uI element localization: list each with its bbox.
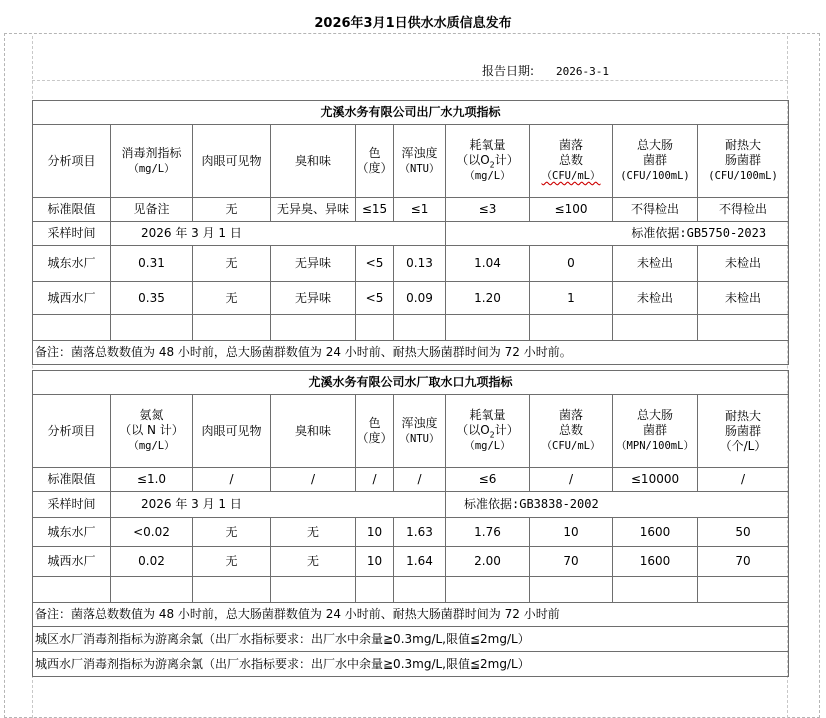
cell: ≤1.0 <box>111 468 193 492</box>
cell: 0 <box>530 246 613 282</box>
cell: / <box>698 468 789 492</box>
cell: 未检出 <box>698 282 789 315</box>
sampling-row <box>33 492 789 518</box>
cell: ≤10000 <box>613 468 698 492</box>
header-coliform: 总大肠 菌群 （MPN/100mL） <box>613 395 698 468</box>
cell: 70 <box>698 547 789 577</box>
cell: 标准限值 <box>33 468 111 492</box>
table-row <box>33 282 789 315</box>
cell: 0.35 <box>111 282 193 315</box>
header-thermo: 耐热大 肠菌群 （个/L） <box>698 395 789 468</box>
header-cod: 耗氧量 （以$O_2$计） （mg/L） <box>446 395 530 468</box>
limit-row <box>33 198 789 222</box>
sampling-row <box>33 222 789 246</box>
cell: 10 <box>356 518 394 547</box>
report-date-value: 2026-3-1 <box>556 65 610 78</box>
cell: / <box>394 468 446 492</box>
cell: ≤100 <box>530 198 613 222</box>
sampling-label: 采样时间 <box>33 492 111 518</box>
standard-basis: 标准依据:GB3838-2002 <box>446 492 789 518</box>
cell: 无异臭、异味 <box>271 198 356 222</box>
table-row <box>33 547 789 577</box>
cell: 0.31 <box>111 246 193 282</box>
standard-basis: 标准依据:GB5750-2023 <box>446 222 789 246</box>
cell: 1.64 <box>394 547 446 577</box>
cell: 未检出 <box>613 246 698 282</box>
intake-water-table <box>32 370 789 677</box>
header-odor: 臭和味 <box>271 125 356 198</box>
header-colony: 菌落 总数 （CFU/mL） <box>530 125 613 198</box>
header-color: 色 （度） <box>356 125 394 198</box>
cell: ≤6 <box>446 468 530 492</box>
cell: 1.76 <box>446 518 530 547</box>
header-cod: 耗氧量 （以$O_2$计） （mg/L） <box>446 125 530 198</box>
cell: 城东水厂 <box>33 246 111 282</box>
cell: 无 <box>193 547 271 577</box>
cell: 70 <box>530 547 613 577</box>
header-thermo: 耐热大 肠菌群 (CFU/100mL) <box>698 125 789 198</box>
empty-row <box>33 315 789 341</box>
header-item: 分析项目 <box>33 125 111 198</box>
cell: 无异味 <box>271 246 356 282</box>
report-date <box>482 62 609 79</box>
header-disinfect: 消毒剂指标 （mg/L） <box>111 125 193 198</box>
header-odor: 臭和味 <box>271 395 356 468</box>
empty-row <box>33 577 789 603</box>
cell: 10 <box>530 518 613 547</box>
cell: 无异味 <box>271 282 356 315</box>
header-ammonia: 氨氮 （以 N 计） （mg/L） <box>111 395 193 468</box>
cell: <5 <box>356 246 394 282</box>
section2-note: 备注：菌落总数数值为 48 小时前，总大肠菌群数值为 24 小时前、耐热大肠菌群时间为 72 小时前 <box>33 603 789 627</box>
cell: <0.02 <box>111 518 193 547</box>
header-visible: 肉眼可见物 <box>193 125 271 198</box>
cell: ≤3 <box>446 198 530 222</box>
sampling-date: 2026 年 3 月 1 日 <box>111 492 446 518</box>
cell: 1.04 <box>446 246 530 282</box>
cell: 1.20 <box>446 282 530 315</box>
header-coliform: 总大肠 菌群 (CFU/100mL) <box>613 125 698 198</box>
cell: / <box>193 468 271 492</box>
table-row <box>33 518 789 547</box>
cell: 无 <box>193 198 271 222</box>
extra-note: 城区水厂消毒剂指标为游离余氯（出厂水指标要求：出厂水中余量≧0.3mg/L,限值≦2mg/L） <box>33 627 789 652</box>
cell: 无 <box>271 518 356 547</box>
margin-guide-line <box>32 80 788 81</box>
cell: 0.09 <box>394 282 446 315</box>
cell: 标准限值 <box>33 198 111 222</box>
cell: 2.00 <box>446 547 530 577</box>
limit-row <box>33 468 789 492</box>
cell: 1.63 <box>394 518 446 547</box>
cell: 0.02 <box>111 547 193 577</box>
section1-title: 尤溪水务有限公司出厂水九项指标 <box>33 101 789 125</box>
report-date-label: 报告日期: <box>482 64 535 78</box>
cell: 无 <box>193 246 271 282</box>
extra-note: 城西水厂消毒剂指标为游离余氯（出厂水指标要求：出厂水中余量≧0.3mg/L,限值≦2mg/L） <box>33 652 789 677</box>
cell: / <box>356 468 394 492</box>
header-color: 色 （度） <box>356 395 394 468</box>
cell: 无 <box>193 282 271 315</box>
cell: 未检出 <box>698 246 789 282</box>
cell: 1600 <box>613 547 698 577</box>
section1-note: 备注：菌落总数数值为 48 小时前，总大肠菌群数值为 24 小时前、耐热大肠菌群时间为 72 小时前。 <box>33 341 789 365</box>
cell: 50 <box>698 518 789 547</box>
cell: / <box>271 468 356 492</box>
header-item: 分析项目 <box>33 395 111 468</box>
cell: 城西水厂 <box>33 282 111 315</box>
cell: 10 <box>356 547 394 577</box>
cell: ≤15 <box>356 198 394 222</box>
cell: 1600 <box>613 518 698 547</box>
header-turbidity: 浑浊度 （NTU） <box>394 125 446 198</box>
header-turbidity: 浑浊度 （NTU） <box>394 395 446 468</box>
factory-water-table <box>32 100 789 365</box>
table-row <box>33 246 789 282</box>
section2-title: 尤溪水务有限公司水厂取水口九项指标 <box>33 371 789 395</box>
header-colony: 菌落 总数 （CFU/mL） <box>530 395 613 468</box>
sampling-date: 2026 年 3 月 1 日 <box>111 222 446 246</box>
cell: 城东水厂 <box>33 518 111 547</box>
cell: 无 <box>193 518 271 547</box>
cell: / <box>530 468 613 492</box>
cell: 无 <box>271 547 356 577</box>
sampling-label: 采样时间 <box>33 222 111 246</box>
cell: <5 <box>356 282 394 315</box>
header-visible: 肉眼可见物 <box>193 395 271 468</box>
cell: ≤1 <box>394 198 446 222</box>
cell: 0.13 <box>394 246 446 282</box>
page-title: 2026年3月1日供水水质信息发布 <box>314 16 512 31</box>
cell: 未检出 <box>613 282 698 315</box>
cell: 不得检出 <box>613 198 698 222</box>
cell: 见备注 <box>111 198 193 222</box>
cell: 1 <box>530 282 613 315</box>
cell: 不得检出 <box>698 198 789 222</box>
cell: 城西水厂 <box>33 547 111 577</box>
